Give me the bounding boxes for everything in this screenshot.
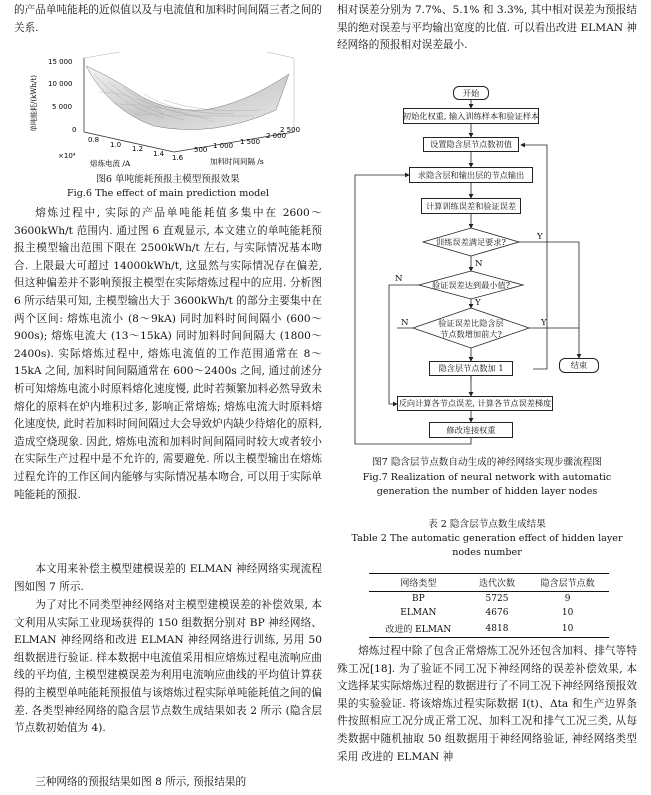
flow-init: 初始化权重, 输入训练样本和验证样本 xyxy=(403,108,539,124)
table-cell: 4818 xyxy=(485,623,509,634)
table-2 xyxy=(369,573,609,638)
z-tick: 5 000 xyxy=(52,103,73,111)
flow-backprop: 反向计算各节点误差, 计算各节点误差梯度 xyxy=(397,396,553,411)
table-cell: 10 xyxy=(561,608,574,618)
label-yes-3: Y xyxy=(541,318,547,328)
y-tick: 1 500 xyxy=(240,138,261,146)
x-tick: 1.2 xyxy=(132,145,144,153)
decision-diamond-3 xyxy=(413,308,529,348)
flow-start: 开始 xyxy=(453,86,489,100)
table-header: 隐含层节点数 xyxy=(540,579,595,589)
x-axis-label: 熔炼电流 /A xyxy=(90,159,131,168)
y-tick: 2 000 xyxy=(266,132,287,140)
table-2-caption-cn: 表 2 隐含层节点数生成结果 xyxy=(428,519,546,530)
table-header: 网络类型 xyxy=(400,579,437,589)
paragraph-conditions: 熔炼过程中除了包含正常熔炼工况外还包含加料、排气等特殊工况[18]. 为了验证不同工况下神经网络的误差补偿效果, 本文选择某实际熔炼过程的数据进行了不同工况下神经网络预报效果的实验验证. 将该熔炼过程实际数据 I(t)、Δta 和生产边界条件按照相应工况分成正常工况、加料工况和排气工况三类, 从每类数据中随机抽取 50 组数据用于神经网络验证, 神经网络类型采用 改进的 ELMAN 神 xyxy=(337,645,637,763)
figure-7-flowchart xyxy=(337,80,637,452)
label-no-2: N xyxy=(395,274,403,284)
label-yes-1: Y xyxy=(537,232,543,242)
table-cell: 10 xyxy=(561,623,574,634)
table-2-caption-en: Table 2 The automatic generation effect of hidden layer nodes number xyxy=(351,533,623,558)
table-cell: 改进的 ELMAN xyxy=(385,625,452,635)
intro-text: 的产品单吨能耗的近似值以及与电流值和加料时间间隔三者之间的关系. xyxy=(14,4,322,34)
table-header: 迭代次数 xyxy=(478,579,515,589)
z-tick: 15 000 xyxy=(48,58,73,66)
paragraph-comparison: 为了对比不同类型神经网络对主模型建模误差的补偿效果, 本文利用从实际工业现场获得的 150 组数据分别对 BP 神经网络、ELMAN 神经网络和改进 ELMAN 神经网络进行训练, 另用 50 组数据进行验证. 样本数据中电流值采用相应熔炼过程电流响应曲线的平均值, 主模型建模误差为利用电流响应曲线的平均值计算获得的主模型单吨能耗预报值与该熔炼过程实际单吨能耗值之间的偏差. 各类型神经网络的隐含层节点数生成结果如表 2 所示 (隐含层节点数初始值为 4). xyxy=(14,599,322,735)
x-tick: 1.0 xyxy=(110,141,122,149)
flow-cond-compare-1: 验证误差比隐含层 xyxy=(438,318,504,328)
z-axis-label: 单吨能耗/(kWh/t) xyxy=(30,75,38,132)
paragraph-analysis: 熔炼过程中, 实际的产品单吨能耗值多集中在 2600～3600kWh/t 范围内. 通过图 6 直观显示, 本文建立的单吨能耗预报主模型输出范围下限在 2500kWh/t 左右, 与实际情况基本吻合. 上限最大可超过 14000kWh/t, 这显然与实际情况存在偏差, 但这种偏差并不影响预报主模型在实际熔炼过程中的应用. 分析图 6 所示结果可知, 主模型输出大于 3600kWh/t 的部分主要集中在两个区间: 熔炼电流小 (8～9kA) 同时加料时间间隔小 (600～900s); 熔炼电流大 (13～15kA) 同时加料时间间隔大 (1800～2400s). 实际熔炼过程中, 熔炼电流值的工作范围通常在 8～15kA 之间, 加料时间间隔通常在 600～2400s 之间, 通过前述分析可知熔炼电流小时原料熔化速度慢, 此时若频繁加料必然导致未熔化的原料在炉内堆积过多, 影响正常熔炼; 熔炼电流大时原料熔化速度快, 此时若加料时间间隔过大会导致炉内缺少待熔化的原料, 造成空烧现象. 因此, 熔炼电流和加料时间间隔同时较大或者较小在实际生产过程中是不允许的, 需要避免. 所以主模型输出在熔炼过程允许的工作区间内能够与实际情况基本吻合, 可以用于实际单吨能耗的预报. xyxy=(14,207,322,501)
table-cell: 4676 xyxy=(485,608,509,618)
x-tick: 1.6 xyxy=(172,154,184,162)
flow-calc-nodes: 求隐含层和输出层的节点输出 xyxy=(409,167,533,183)
figure-7-caption-en: Fig.7 Realization of neural network with automatic generation the number of hidden layer nodes xyxy=(362,472,612,497)
table-row xyxy=(369,620,609,638)
x-tick: 1.4 xyxy=(153,150,165,158)
label-no-1: N xyxy=(475,259,483,269)
table-cell: 5725 xyxy=(485,594,509,604)
table-header-row xyxy=(369,574,609,592)
figure-6-caption-en: Fig.6 The effect of main prediction model xyxy=(67,188,269,199)
z-tick: 10 000 xyxy=(48,80,73,88)
paragraph-results: 三种网络的预报结果如图 8 所示, 预报结果的 xyxy=(35,776,247,788)
flow-calc-error: 计算训练误差和验证误差 xyxy=(421,198,521,214)
x-multiplier: ×10⁴ xyxy=(58,152,76,160)
y-tick: 2 500 xyxy=(280,126,301,134)
x-tick: 0.8 xyxy=(88,136,100,144)
table-row xyxy=(369,606,609,620)
table-cell: BP xyxy=(411,594,425,604)
surface-mesh xyxy=(86,66,289,130)
table-cell: ELMAN xyxy=(400,608,437,618)
surface-plot-svg xyxy=(14,52,322,170)
table-row xyxy=(369,592,609,607)
y-tick: 500 xyxy=(194,146,208,154)
flow-end: 结束 xyxy=(559,358,599,373)
flow-update-weights: 修改连接权重 xyxy=(429,422,513,438)
y-tick: 1 000 xyxy=(213,142,234,150)
flow-cond-compare-2: 节点数增加前大? xyxy=(440,329,502,339)
flow-set-hidden: 设置隐含层节点数初值 xyxy=(423,137,519,152)
flow-cond-train: 训练误差满足要求? xyxy=(436,237,506,247)
figure-7-caption-cn: 图7 隐含层节点数自动生成的神经网络实现步骤流程图 xyxy=(372,457,602,468)
figure-6-surface-plot xyxy=(14,52,322,170)
flow-cond-valid: 验证误差达到最小值? xyxy=(431,280,511,290)
table-cell: 9 xyxy=(564,594,571,604)
paragraph-relative-error: 相对误差分别为 7.7%、5.1% 和 3.3%, 其中相对误差为预报结果的绝对误差与平均输出宽度的比值. 可以看出改进 ELMAN 神经网络的预报相对误差最小. xyxy=(337,4,637,52)
label-yes-2: Y xyxy=(475,298,481,308)
flow-add-node: 隐含层节点数加 1 xyxy=(429,361,513,376)
label-no-3: N xyxy=(401,318,409,328)
y-axis-label: 加料时间间隔 /s xyxy=(210,157,264,166)
z-tick: 0 xyxy=(72,126,77,134)
paragraph-elman-intro: 本文用来补偿主模型建模误差的 ELMAN 神经网络实现流程图如图 7 所示. xyxy=(14,563,322,593)
figure-6-caption-cn: 图6 单吨能耗预报主模型预报效果 xyxy=(96,174,240,185)
